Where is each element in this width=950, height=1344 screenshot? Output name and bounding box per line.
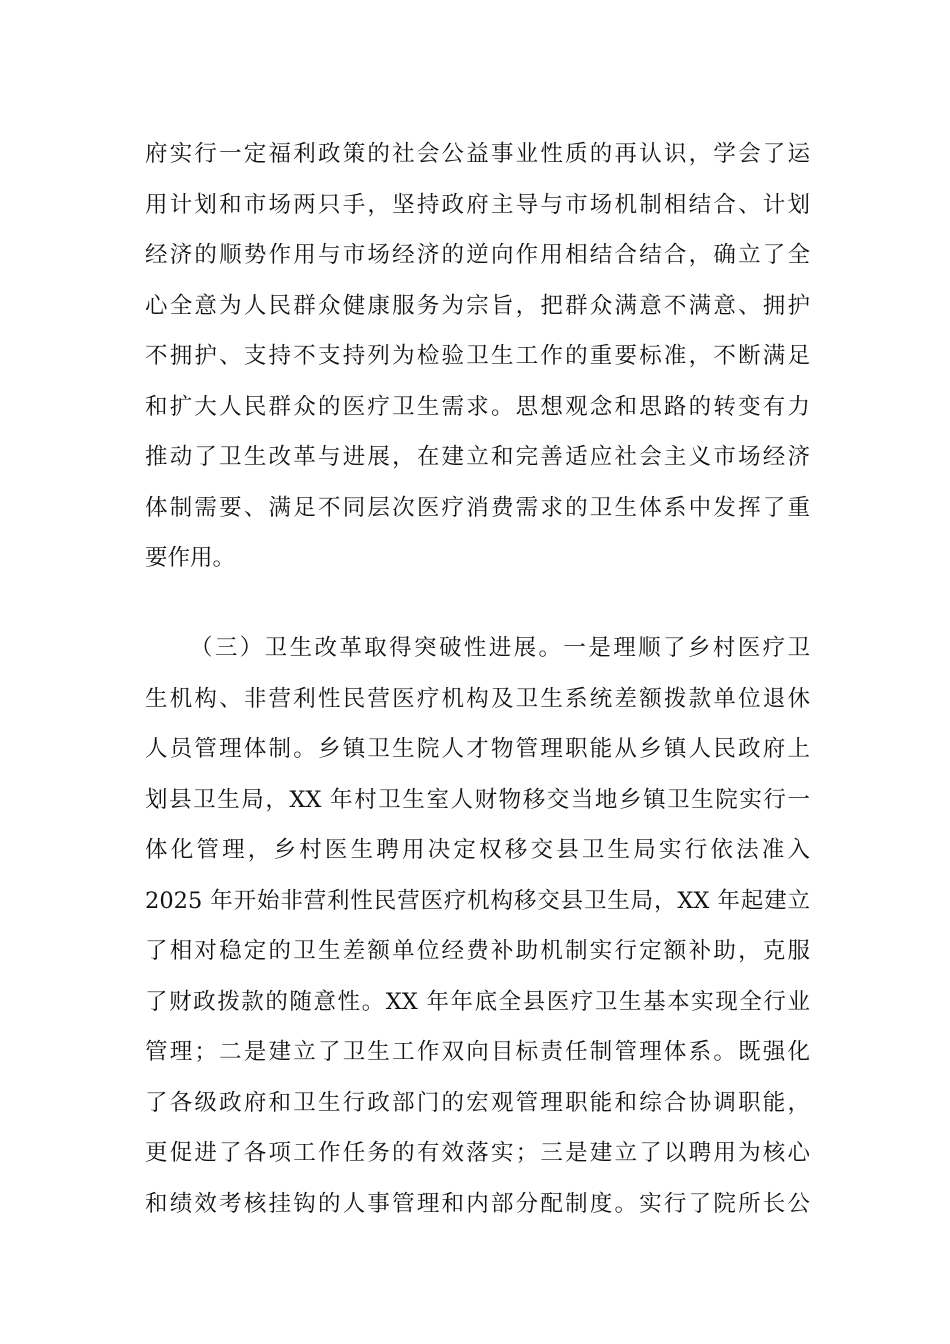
text-line: 了相对稳定的卫生差额单位经费补助机制实行定额补助，克服	[145, 938, 810, 964]
body-paragraph	[145, 623, 810, 1229]
text-line: 管理；二是建立了卫生工作双向目标责任制管理体系。既强化	[145, 1039, 810, 1065]
text-line: 体化管理，乡村医生聘用决定权移交县卫生局实行依法准入	[145, 837, 810, 863]
text-line: 和绩效考核挂钩的人事管理和内部分配制度。实行了院所长公	[145, 1190, 810, 1217]
text-line: 经济的顺势作用与市场经济的逆向作用相结合结合，确立了全	[145, 242, 810, 268]
text-line: 2025 年开始非营利性民营医疗机构移交县卫生局，XX 年起建立	[145, 887, 810, 914]
text-line: 和扩大人民群众的医疗卫生需求。思想观念和思路的转变有力	[145, 393, 810, 420]
text-line: 用计划和市场两只手，坚持政府主导与市场机制相结合、计划	[145, 191, 810, 218]
body-paragraph	[145, 129, 810, 584]
text-line: 划县卫生局，XX 年村卫生室人财物移交当地乡镇卫生院实行一	[145, 786, 810, 813]
text-line: 了财政拨款的随意性。XX 年年底全县医疗卫生基本实现全行业	[145, 988, 810, 1015]
text-line: 更促进了各项工作任务的有效落实；三是建立了以聘用为核心	[145, 1140, 810, 1166]
text-line-indented: （三）卫生改革取得突破性进展。一是理顺了乡村医疗卫	[190, 635, 810, 661]
text-line: 推动了卫生改革与进展，在建立和完善适应社会主义市场经济	[145, 444, 810, 470]
text-line: 体制需要、满足不同层次医疗消费需求的卫生体系中发挥了重	[145, 494, 810, 521]
text-line: 了各级政府和卫生行政部门的宏观管理职能和综合协调职能，	[145, 1089, 810, 1116]
text-line: 要作用。	[145, 545, 236, 571]
text-line: 心全意为人民群众健康服务为宗旨，把群众满意不满意、拥护	[145, 292, 810, 319]
text-line: 不拥护、支持不支持列为检验卫生工作的重要标准，不断满足	[145, 343, 810, 369]
text-line: 府实行一定福利政策的社会公益事业性质的再认识，学会了运	[145, 141, 810, 167]
text-line: 人员管理体制。乡镇卫生院人才物管理职能从乡镇人民政府上	[145, 736, 810, 762]
text-line: 生机构、非营利性民营医疗机构及卫生系统差额拨款单位退休	[145, 685, 810, 712]
